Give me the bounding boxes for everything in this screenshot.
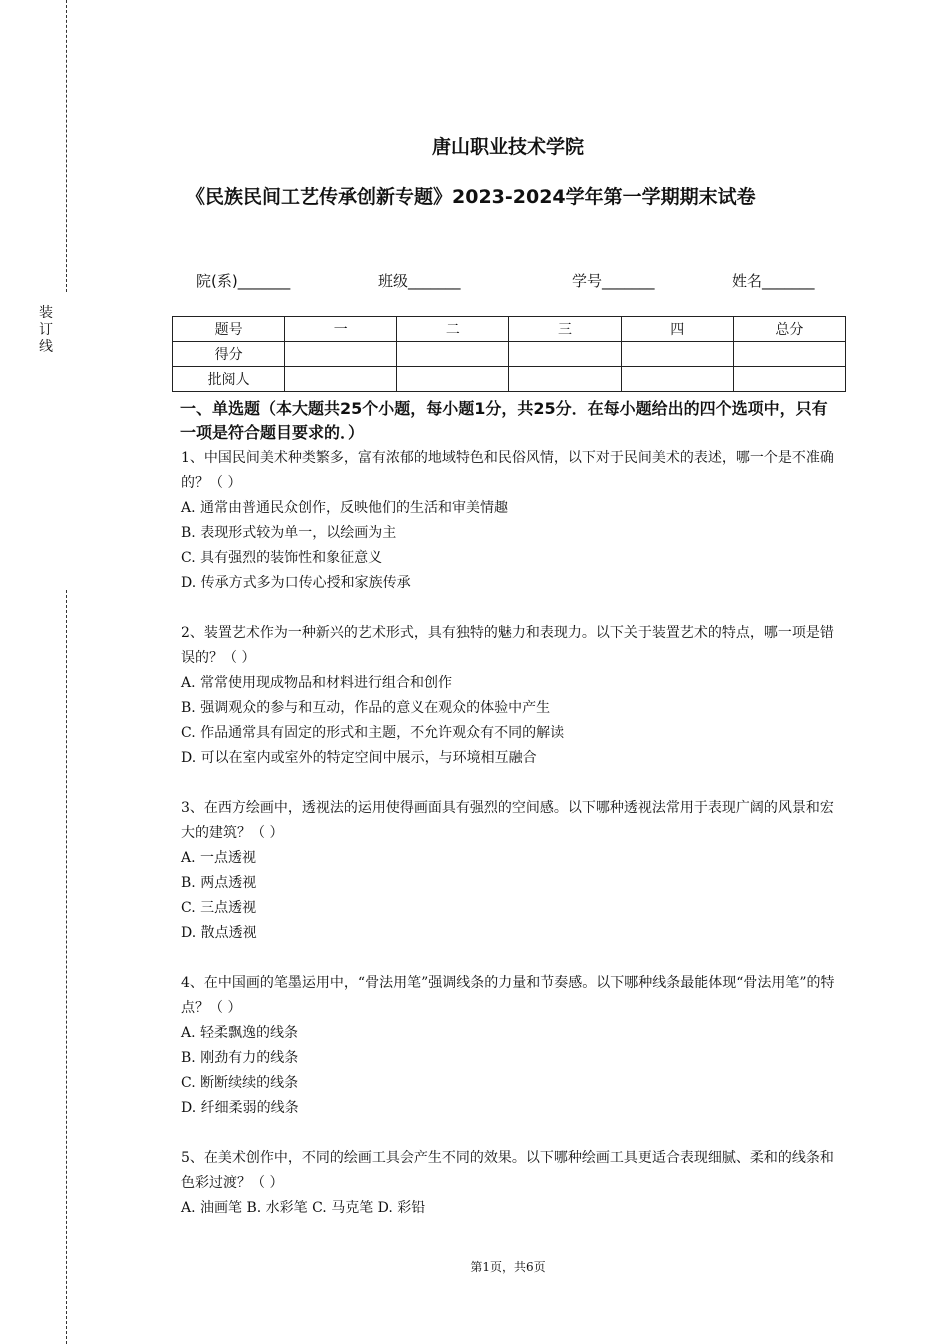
class-field: 班级_______: [378, 272, 461, 290]
table-cell: 总分: [733, 317, 845, 342]
score-blank-cell: [509, 342, 621, 367]
binding-char: 线: [39, 339, 53, 355]
question-option: B. 两点透视: [181, 875, 257, 891]
question-item: [181, 796, 846, 946]
score-table: [172, 316, 846, 392]
question-option: C. 具有强烈的装饰性和象征意义: [181, 550, 383, 566]
score-blank-cell: [397, 342, 509, 367]
grader-blank-cell: [733, 367, 845, 392]
student-id-field: 学号_______: [572, 272, 655, 290]
question-option: B. 刚劲有力的线条: [181, 1050, 299, 1066]
score-table-header-row: [173, 317, 846, 342]
binding-line-bottom: [66, 590, 67, 1344]
table-cell: 一: [285, 317, 397, 342]
question-option: D. 纤细柔弱的线条: [181, 1100, 299, 1116]
table-cell: 二: [397, 317, 509, 342]
school-name: 唐山职业技术学院: [431, 136, 584, 158]
question-stem: 5、在美术创作中，不同的绘画工具会产生不同的效果。以下哪种绘画工具更适合表现细腻、柔和的线条和色彩过渡？（ ）: [181, 1150, 834, 1191]
score-blank-cell: [285, 342, 397, 367]
question-option: C. 三点透视: [181, 900, 257, 916]
score-blank-cell: [733, 342, 845, 367]
grader-blank-cell: [397, 367, 509, 392]
table-cell: 得分: [173, 342, 285, 367]
grader-blank-cell: [509, 367, 621, 392]
question-item: [181, 971, 846, 1121]
table-cell: 四: [621, 317, 733, 342]
binding-char: 装: [39, 305, 53, 321]
department-field: 院(系)_______: [196, 272, 291, 290]
question-option: C. 作品通常具有固定的形式和主题，不允许观众有不同的解读: [181, 725, 565, 741]
score-blank-cell: [621, 342, 733, 367]
question-option: A. 通常由普通民众创作，反映他们的生活和审美情趣: [181, 500, 509, 516]
question-option: A. 常常使用现成物品和材料进行组合和创作: [181, 675, 453, 691]
question-item: [181, 446, 846, 596]
name-field: 姓名_______: [732, 272, 815, 290]
question-option: A. 轻柔飘逸的线条: [181, 1025, 299, 1041]
question-option: C. 断断续续的线条: [181, 1075, 299, 1091]
section-heading: 一、单选题（本大题共25个小题，每小题1分，共25分．在每小题给出的四个选项中，只有一项是符合题目要求的．）: [180, 399, 828, 442]
page-footer: 第1页，共6页: [470, 1260, 546, 1274]
grader-blank-cell: [621, 367, 733, 392]
question-list: [181, 446, 846, 1246]
binding-label: [38, 305, 54, 356]
question-option: A. 油画笔 B. 水彩笔 C. 马克笔 D. 彩铅: [181, 1200, 426, 1216]
table-cell: 三: [509, 317, 621, 342]
question-item: [181, 1146, 846, 1221]
question-option: A. 一点透视: [181, 850, 257, 866]
question-item: [181, 621, 846, 771]
grader-blank-cell: [285, 367, 397, 392]
question-stem: 3、在西方绘画中，透视法的运用使得画面具有强烈的空间感。以下哪种透视法常用于表现广阔的风景和宏大的建筑？（ ）: [181, 800, 834, 841]
question-option: D. 散点透视: [181, 925, 257, 941]
question-stem: 1、中国民间美术种类繁多，富有浓郁的地域特色和民俗风情，以下对于民间美术的表述，哪一个是不准确的？（ ）: [181, 450, 834, 491]
table-cell: 批阅人: [173, 367, 285, 392]
question-option: B. 强调观众的参与和互动，作品的意义在观众的体验中产生: [181, 700, 551, 716]
question-stem: 2、装置艺术作为一种新兴的艺术形式，具有独特的魅力和表现力。以下关于装置艺术的特点，哪一项是错误的？（ ）: [181, 625, 834, 666]
question-option: D. 传承方式多为口传心授和家族传承: [181, 575, 411, 591]
grader-row: [173, 367, 846, 392]
question-option: D. 可以在室内或室外的特定空间中展示，与环境相互融合: [181, 750, 537, 766]
binding-char: 订: [39, 322, 53, 338]
score-row: [173, 342, 846, 367]
question-option: B. 表现形式较为单一，以绘画为主: [181, 525, 397, 541]
question-stem: 4、在中国画的笔墨运用中，“骨法用笔”强调线条的力量和节奏感。以下哪种线条最能体现“骨法用笔”的特点？（ ）: [181, 975, 835, 1016]
table-cell: 题号: [173, 317, 285, 342]
exam-title: 《民族民间工艺传承创新专题》2023-2024学年第一学期期末试卷: [186, 186, 756, 208]
